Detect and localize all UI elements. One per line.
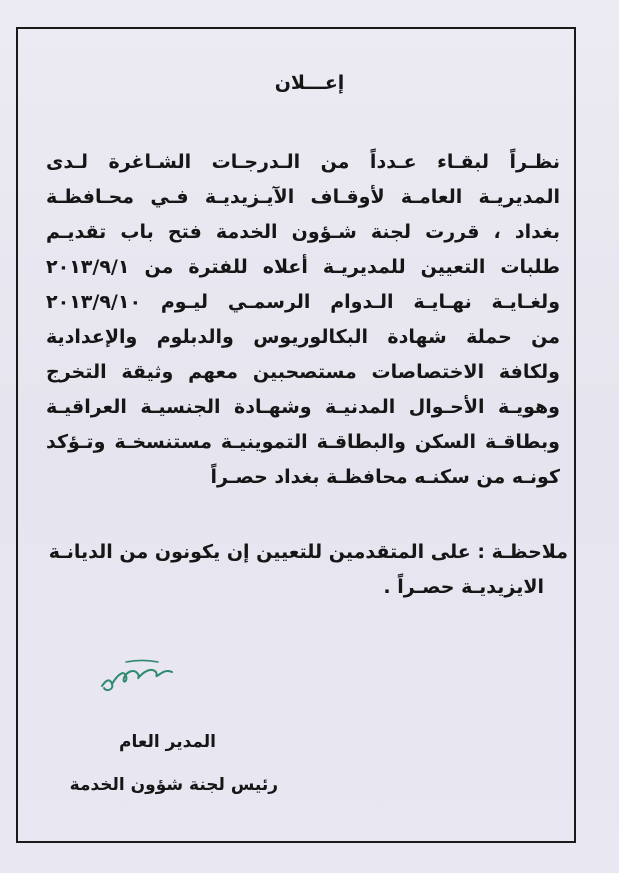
body-line: نظـراً لبقـاء عـدداً من الـدرجـات الشـاغرة لـدى xyxy=(46,151,560,173)
body-line: ولكافة الاختصاصات مستصحبين معهم وثيقة التخرج xyxy=(46,361,560,383)
body-line: بغداد ، قررت لجنة شـؤون الخدمة فتح باب تقديـم xyxy=(46,221,560,243)
signatory-title: المدير العام xyxy=(119,732,216,752)
note-line: الايزيديـة حصـراً . xyxy=(383,576,544,598)
handwritten-signature xyxy=(96,650,176,700)
body-line: وبطاقـة السكن والبطاقـة التموينيـة مستنسخـة وتـؤكد xyxy=(46,431,560,453)
body-line: طلبات التعيين للمديريـة أعلاه للفترة من ٢٠١٣/٩/١ xyxy=(46,256,560,278)
body-line: من حملة شهادة البكالوريوس والدبلوم والإعدادية xyxy=(46,326,560,348)
note-line: ملاحظـة : على المتقدمين للتعيين إن يكونون من الديانـة xyxy=(48,541,568,563)
body-line: ولغـايـة نهـايـة الـدوام الرسمـي ليـوم ٢٠١٣/٩/١٠ xyxy=(46,291,560,313)
announcement-title: إعـــلان xyxy=(274,72,345,94)
body-line: وهويـة الأحـوال المدنيـة وشهـادة الجنسيـة العراقيـة xyxy=(46,396,560,418)
body-line: كونـه من سكنـه محافظـة بغداد حصـراً xyxy=(210,466,560,488)
body-line: المديريـة العامـة لأوقـاف الآيـزيديـة فـي محـافظـة xyxy=(46,186,560,208)
signatory-subtitle: رئيس لجنة شؤون الخدمة xyxy=(69,775,278,795)
